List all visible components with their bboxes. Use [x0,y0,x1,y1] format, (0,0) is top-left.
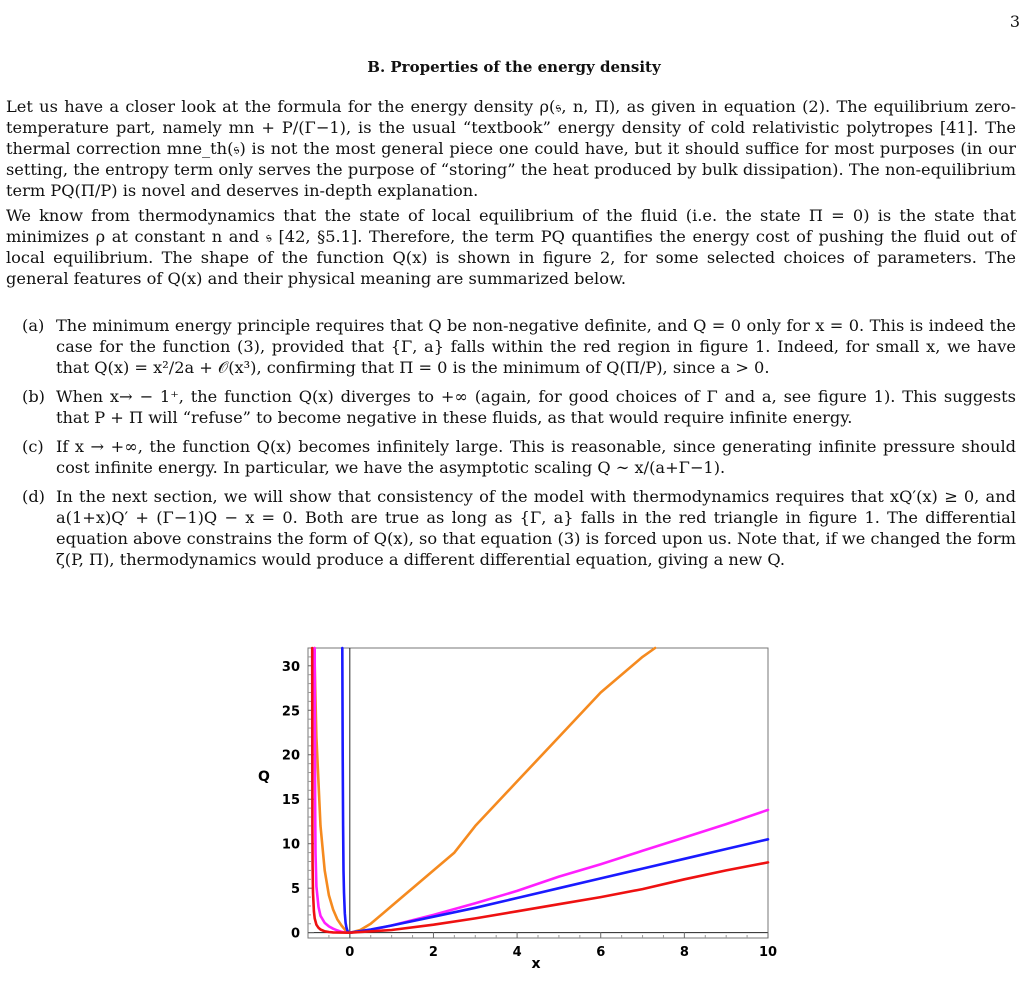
chart-frame [308,648,768,938]
x-tick-label: 8 [679,945,689,960]
item-text: When x→ − 1⁺, the function Q(x) diverges to +∞ (again, for good choices of Γ and a, see figure 1). This suggests that P + Π will “refuse” to become negative in these fluids, as that would require infinite energy. [56,387,1016,427]
y-tick-label: 0 [290,926,300,942]
item-text: If x → +∞, the function Q(x) becomes infinitely large. This is reasonable, since generating infinite pressure should cost infinite energy. In particular, we have the asymptotic scaling Q ∼ x/(a+Γ−1). [56,437,1016,477]
item-label: (a) [22,316,45,335]
y-tick-label: 20 [281,748,300,764]
item-label: (d) [22,487,45,506]
item-label: (c) [22,437,44,456]
item-text: The minimum energy principle requires that Q be non-negative definite, and Q = 0 only for x = 0. This is indeed the case for the function (3), provided that {Γ, a} falls within the red region in figure 1. Indeed, for small x, we have that Q(x) = x²/2a + 𝒪(x³), confirming that Π = 0 is the minimum of Q(Π/P), since a > 0. [56,316,1016,377]
chart-series [312,648,768,933]
section-heading: B. Properties of the energy density [367,58,661,76]
series-line-3 [342,648,768,933]
y-tick-label: 25 [281,704,300,720]
x-tick-label: 10 [758,945,778,960]
paragraph-text: We know from thermodynamics that the state of local equilibrium of the fluid (i.e. the state Π = 0) is the state that minimizes ρ at constant n and 𝔰 [42, §5.1]. Therefore, the term PQ quantifies the energy cost of pushing the fluid out of local equilibrium. The shape of the function Q(x) is shown in figure 2, for some selected choices of parameters. The general features of Q(x) and their physical meaning are summarized below. [6,206,1016,288]
item-label: (b) [22,387,45,406]
x-tick-label: 6 [596,945,606,960]
y-axis-label: Q [258,769,270,785]
item-text: In the next section, we will show that consistency of the model with thermodynamics requires that xQ′(x) ≥ 0, and a(1+x)Q′ + (Γ−1)Q − x = 0. Both are true as long as {Γ, a} falls in the red triangle in figure 1. The differential equation above constrains the form of Q(x), so that equation (3) is forced upon us. Note that, if we changed the form ζ(P, Π), thermodynamics would produce a different differential equation, giving a new Q. [56,487,1016,569]
series-line-4 [312,648,768,933]
paragraph-text: Let us have a closer look at the formula for the energy density ρ(𝔰, n, Π), as given in equation (2). The equilibrium zero-temperature part, namely mn + P/(Γ−1), is the usual “textbook” energy density of cold relativistic polytropes [41]. The thermal correction mne_th(𝔰) is not the most general piece one could have, but it should suffice for most purposes (in our setting, the entropy term only serves the purpose of “storing” the heat produced by bulk dissipation). The non-equilibrium term PQ(Π/P) is novel and deserves in-depth explanation. [6,97,1016,200]
page-number: 3 [1009,12,1020,31]
y-tick-label: 30 [281,659,300,675]
plot-frame [308,648,768,938]
series-line-1 [314,648,655,933]
x-tick-label: 2 [428,945,438,960]
y-tick-label: 10 [281,837,300,853]
series-line-2 [315,648,768,933]
chart-ticks [282,657,777,960]
y-tick-label: 5 [290,882,300,898]
x-tick-label: 4 [512,945,522,960]
y-tick-label: 15 [281,793,300,809]
x-tick-label: 0 [345,945,355,960]
x-axis-label: x [531,956,541,972]
